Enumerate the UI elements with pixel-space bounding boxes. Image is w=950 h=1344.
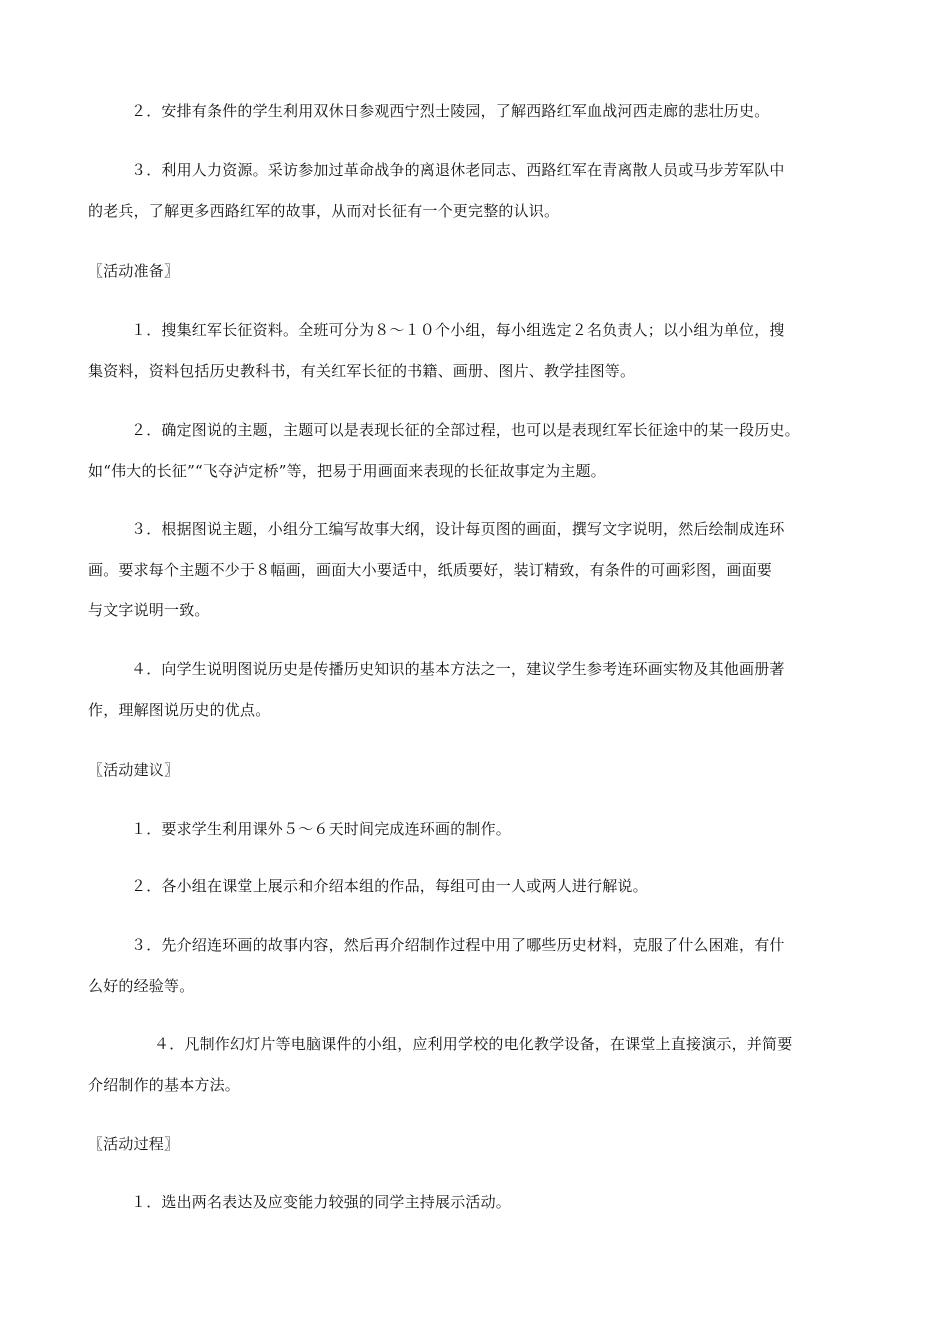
section-heading: 〖活动过程〗 <box>88 1135 180 1153</box>
section-heading: 〖活动建议〗 <box>88 761 180 779</box>
paragraph-line: ２．各小组在课堂上展示和介绍本组的作品，每组可由一人或两人进行解说。 <box>131 877 648 895</box>
paragraph-line: ２．安排有条件的学生利用双休日参观西宁烈士陵园，了解西路红军血战河西走廊的悲壮历史。 <box>131 102 770 120</box>
paragraph-line: 与文字说明一致。 <box>88 601 210 619</box>
paragraph-line: 的老兵，了解更多西路红军的故事，从而对长征有一个更完整的认识。 <box>88 202 560 220</box>
paragraph-line: ３．根据图说主题，小组分工编写故事大纲，设计每页图的画面，撰写文字说明，然后绘制成连环 <box>131 520 785 538</box>
paragraph-line: １．搜集红军长征资料。全班可分为８～１０个小组，每小组选定２名负责人；以小组为单位，搜 <box>131 321 785 339</box>
paragraph-line: １．要求学生利用课外５～６天时间完成连环画的制作。 <box>131 820 512 838</box>
paragraph-line: 如“伟大的长征”“飞夺泸定桥”等，把易于用画面来表现的长征故事定为主题。 <box>88 462 606 480</box>
paragraph-line: ３．利用人力资源。采访参加过革命战争的离退休老同志、西路红军在青离散人员或马步芳军队中 <box>131 161 785 179</box>
paragraph-line: ２．确定图说的主题，主题可以是表现长征的全部过程，也可以是表现红军长征途中的某一段历史。 <box>131 421 800 439</box>
paragraph-line: 作，理解图说历史的优点。 <box>88 701 271 719</box>
paragraph-line: 么好的经验等。 <box>88 977 195 995</box>
paragraph-line: ３．先介绍连环画的故事内容，然后再介绍制作过程中用了哪些历史材料，克服了什么困难，有什 <box>131 936 785 954</box>
paragraph-line: ４．向学生说明图说历史是传播历史知识的基本方法之一，建议学生参考连环画实物及其他画册著 <box>131 660 785 678</box>
paragraph-line: 集资料，资料包括历史教科书，有关红军长征的书籍、画册、图片、教学挂图等。 <box>88 362 636 380</box>
paragraph-line: ４．凡制作幻灯片等电脑课件的小组，应利用学校的电化教学设备，在课堂上直接演示，并简要 <box>154 1035 793 1053</box>
paragraph-line: 介绍制作的基本方法。 <box>88 1076 241 1094</box>
paragraph-line: １．选出两名表达及应变能力较强的同学主持展示活动。 <box>131 1193 512 1211</box>
paragraph-line: 画。要求每个主题不少于８幅画，画面大小要适中，纸质要好，装订精致，有条件的可画彩图，画面要 <box>88 561 773 579</box>
section-heading: 〖活动准备〗 <box>88 262 180 280</box>
